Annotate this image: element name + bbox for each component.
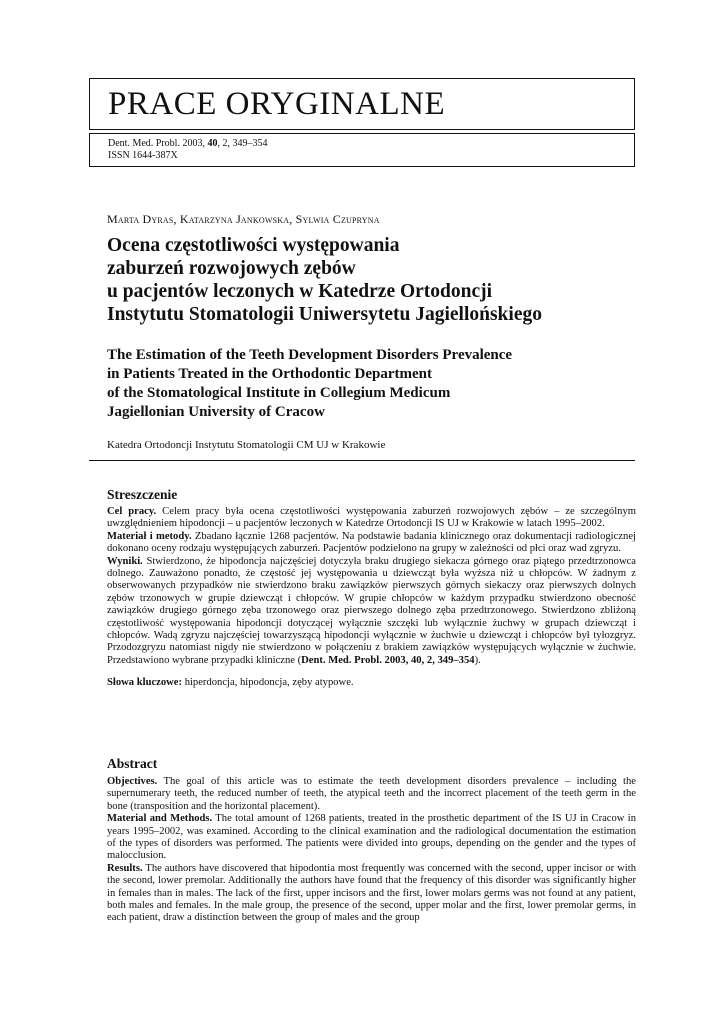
section-title: PRACE ORYGINALNE <box>108 86 446 122</box>
title-polish <box>107 234 647 326</box>
citation-prefix: Dent. Med. Probl. 2003, <box>108 138 208 149</box>
material-label: Materiał i metody. <box>107 530 192 542</box>
results-text: The authors have discovered that hipodontia most frequently was concerned with the second, upper incisor or with the second, lower premolar. Additionally the authors have found that the frequency of this disorder was significantly higher in females than in males. The lack of the first, upper incisors and the first, lower molars germs was not found at any patient, both males and females. In the male group, the presence of the second, upper molar and the first, lower premolar germs, in each patient, draw a distinction between the group of males and the group <box>107 862 636 924</box>
citation-suffix: , 2, 349–354 <box>217 138 268 149</box>
title-pl-line: zaburzeń rozwojowych zębów <box>107 258 356 279</box>
wyniki-paragraph <box>107 556 636 668</box>
cel-label: Cel pracy. <box>107 506 157 517</box>
objectives-text: The goal of this article was to estimate the teeth development disorders prevalence – including the supernumerary teeth, the reduced number of teeth, the atypical teeth and the incorrect placement of the teeth germ in the bone (transposition and the horizontal placement). <box>107 776 636 812</box>
section-header-box <box>89 78 635 130</box>
wyniki-citation: Dent. Med. Probl. 2003, 40, 2, 349–354 <box>301 654 475 666</box>
streszczenie-body <box>107 506 636 690</box>
title-en-line: in Patients Treated in the Orthodontic Department <box>107 366 432 382</box>
objectives-paragraph <box>107 776 636 813</box>
wyniki-label: Wyniki. <box>107 555 143 567</box>
title-en-line: The Estimation of the Teeth Development Disorders Prevalence <box>107 347 513 363</box>
methods-label: Material and Methods. <box>107 813 213 825</box>
wyniki-text: Stwierdzono, że hipodoncja najczęściej dotyczyła braku drugiego siekacza górnego oraz piątego przedtrzonowca dolnego. Zauważono ponadto, że częstość jej występowania u dziewcząt była wyższa niż u chłopców. W żadnym z obserwowanych przypadków nie stwierdzono braku zawiązków pierwszych górnych siekaczy oraz pierwszych dolnych zębów trzonowych w grupie dziewcząt i chłopców. W grupie chłopców w każdym przypadku stwierdzono obecność zawiązków drugiego górnego zęba trzonowego oraz pierwszego dolnego zęba przedtrzonowego. Stwierdzono zbliżoną częstotliwość występowania hipodoncji dotyczącej wyłącznie szczęki lub wyłącznie żuchwy w grupach dziewcząt i chłopców. Wadą zgryzu najczęściej towarzyszącą hipodoncji wyłącznie w żuchwie u dziewcząt i chłopców był tyłozgryz. Przodozgryzu natomiast nigdy nie stwierdzono w połączeniu z brakiem zawiązków występujących wyłącznie w żuchwie. Przedstawiono wybrane przypadki kliniczne ( <box>107 555 636 666</box>
title-pl-line: Instytutu Stomatologii Uniwersytetu Jagiellońskiego <box>107 304 542 325</box>
title-english <box>107 346 647 422</box>
abstract-heading: Abstract <box>107 756 158 771</box>
title-en-line: Jagiellonian University of Cracow <box>107 404 325 420</box>
title-pl-line: u pacjentów leczonych w Katedrze Ortodoncji <box>107 281 493 302</box>
material-text: Zbadano łącznie 1268 pacjentów. Na podstawie badania klinicznego oraz dokumentacji radiologicznej dokonano oceny rodzaju występujących zaburzeń. Pacjentów podzielono na grupy w zależności od płci oraz wad zgryzu. <box>107 530 636 555</box>
keywords-text: hiperdoncja, hipodoncja, zęby atypowe. <box>182 677 354 689</box>
title-en-line: of the Stomatological Institute in Collegium Medicum <box>107 385 451 401</box>
keywords-paragraph <box>107 677 636 689</box>
divider <box>89 460 635 461</box>
citation-volume: 40 <box>207 138 218 149</box>
journal-citation <box>108 138 634 150</box>
streszczenie-heading: Streszczenie <box>107 487 178 502</box>
issn: ISSN 1644-387X <box>108 150 178 161</box>
cel-paragraph <box>107 506 636 531</box>
affiliation: Katedra Ortodoncji Instytutu Stomatologii CM UJ w Krakowie <box>107 439 386 451</box>
title-pl-line: Ocena częstotliwości występowania <box>107 235 400 256</box>
methods-text: The total amount of 1268 patients, treated in the prosthetic department of the IS UJ in Cracow in years 1995–2002, was examined. According to the clinical examination and the radiological documentation the estimation of the types of disorders was performed. The patients were divided into groups, depending on the gender and the types of malocclusion. <box>107 813 636 862</box>
results-label: Results. <box>107 862 143 874</box>
cel-text: Celem pracy była ocena częstotliwości występowania zaburzeń rozwojowych zębów – ze szczególnym uwzględnieniem hipodoncji – u pacjentów leczonych w Katedrze Ortodoncji IS UJ w Krakowie w latach 1995–2002. <box>107 506 636 530</box>
abstract-body <box>107 776 636 925</box>
authors: Marta Dyras, Katarzyna Jankowska, Sylwia Czupryna <box>107 212 380 226</box>
material-paragraph <box>107 531 636 556</box>
keywords-label: Słowa kluczowe: <box>107 677 183 689</box>
objectives-label: Objectives. <box>107 776 158 787</box>
wyniki-end: ). <box>474 654 481 666</box>
citation-box <box>89 133 635 167</box>
results-paragraph <box>107 863 636 925</box>
methods-paragraph <box>107 813 636 863</box>
